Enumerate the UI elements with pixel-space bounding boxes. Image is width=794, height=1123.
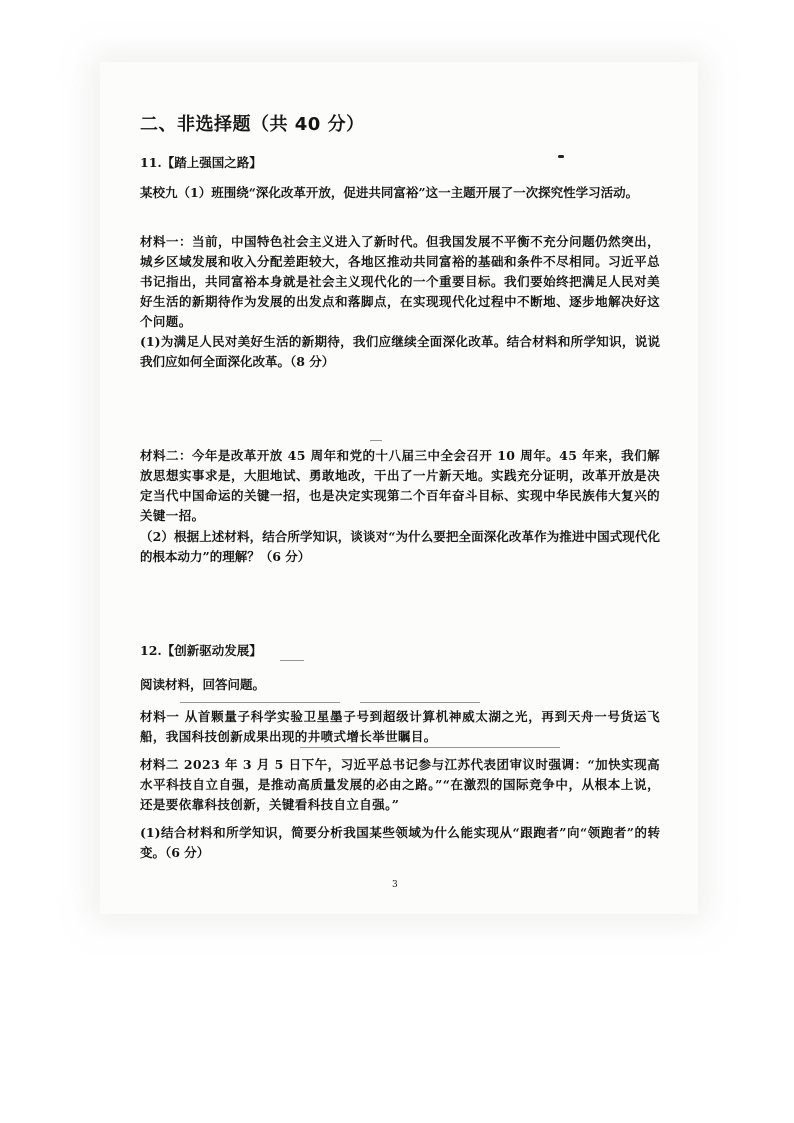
scan-mark — [360, 702, 480, 703]
q12-intro: 阅读材料，回答问题。 — [140, 677, 266, 692]
q11-heading: 11.【踏上强国之路】 — [140, 155, 262, 170]
q12-question-1: (1)结合材料和所学知识，简要分析我国某些领域为什么能实现从“跟跑者”向“领跑者”的转变。（6 分） — [140, 825, 660, 860]
q11-material-1: 材料一：当前，中国特色社会主义进入了新时代。但我国发展不平衡不充分问题仍然突出，城乡区域发展和收入分配差距较大，各地区推动共同富裕的基础和条件不尽相同。习近平总书记指出，共同富裕本身就是社会主义现代化的一个重要目标。我们要始终把满足人民对美好生活的新期待作为发展的出发点和落脚点，在实现现代化过程中不断地、逐步地解决好这个问题。 — [140, 234, 660, 329]
scan-mark — [180, 702, 340, 703]
q11-question-2: （2）根据上述材料，结合所学知识，谈谈对“为什么要把全面深化改革作为推进中国式现代化的根本动力”的理解？（6 分） — [140, 529, 660, 564]
section-title: 二、非选择题（共 40 分） — [140, 114, 365, 135]
q11-material-2: 材料二：今年是改革开放 45 周年和党的十八届三中全会召开 10 周年。45 年来，我们解放思想实事求是，大胆地试、勇敢地改，干出了一片新天地。实践充分证明，改革开放是决定当代中国命运的关键一招，也是决定实现第二个百年奋斗目标、实现中华民族伟大复兴的关键一招。 — [140, 448, 660, 523]
scan-mark — [300, 747, 560, 748]
q11-question-1: (1)为满足人民对美好生活的新期待，我们应继续全面深化改革。结合材料和所学知识，说说我们应如何全面深化改革。（8 分） — [140, 334, 660, 369]
q12-material-2: 材料二 2023 年 3 月 5 日下午，习近平总书记参与江苏代表团审议时强调：“加快实现高水平科技自立自强，是推动高质量发展的必由之路。”“在激烈的国际竞争中，从根本上说，还是要依靠科技创新，关键看科技自立自强。” — [140, 757, 660, 812]
q11-intro: 某校九（1）班围绕“深化改革开放，促进共同富裕”这一主题开展了一次探究性学习活动。 — [140, 185, 639, 200]
scan-mark — [280, 660, 304, 661]
page-number: 3 — [392, 880, 398, 890]
q12-material-1: 材料一 从首颗量子科学实验卫星墨子号到超级计算机神威太湖之光，再到天舟一号货运飞船，我国科技创新成果出现的井喷式增长举世瞩目。 — [140, 709, 660, 744]
q12-heading: 12.【创新驱动发展】 — [140, 643, 262, 658]
scan-mark — [370, 440, 382, 441]
